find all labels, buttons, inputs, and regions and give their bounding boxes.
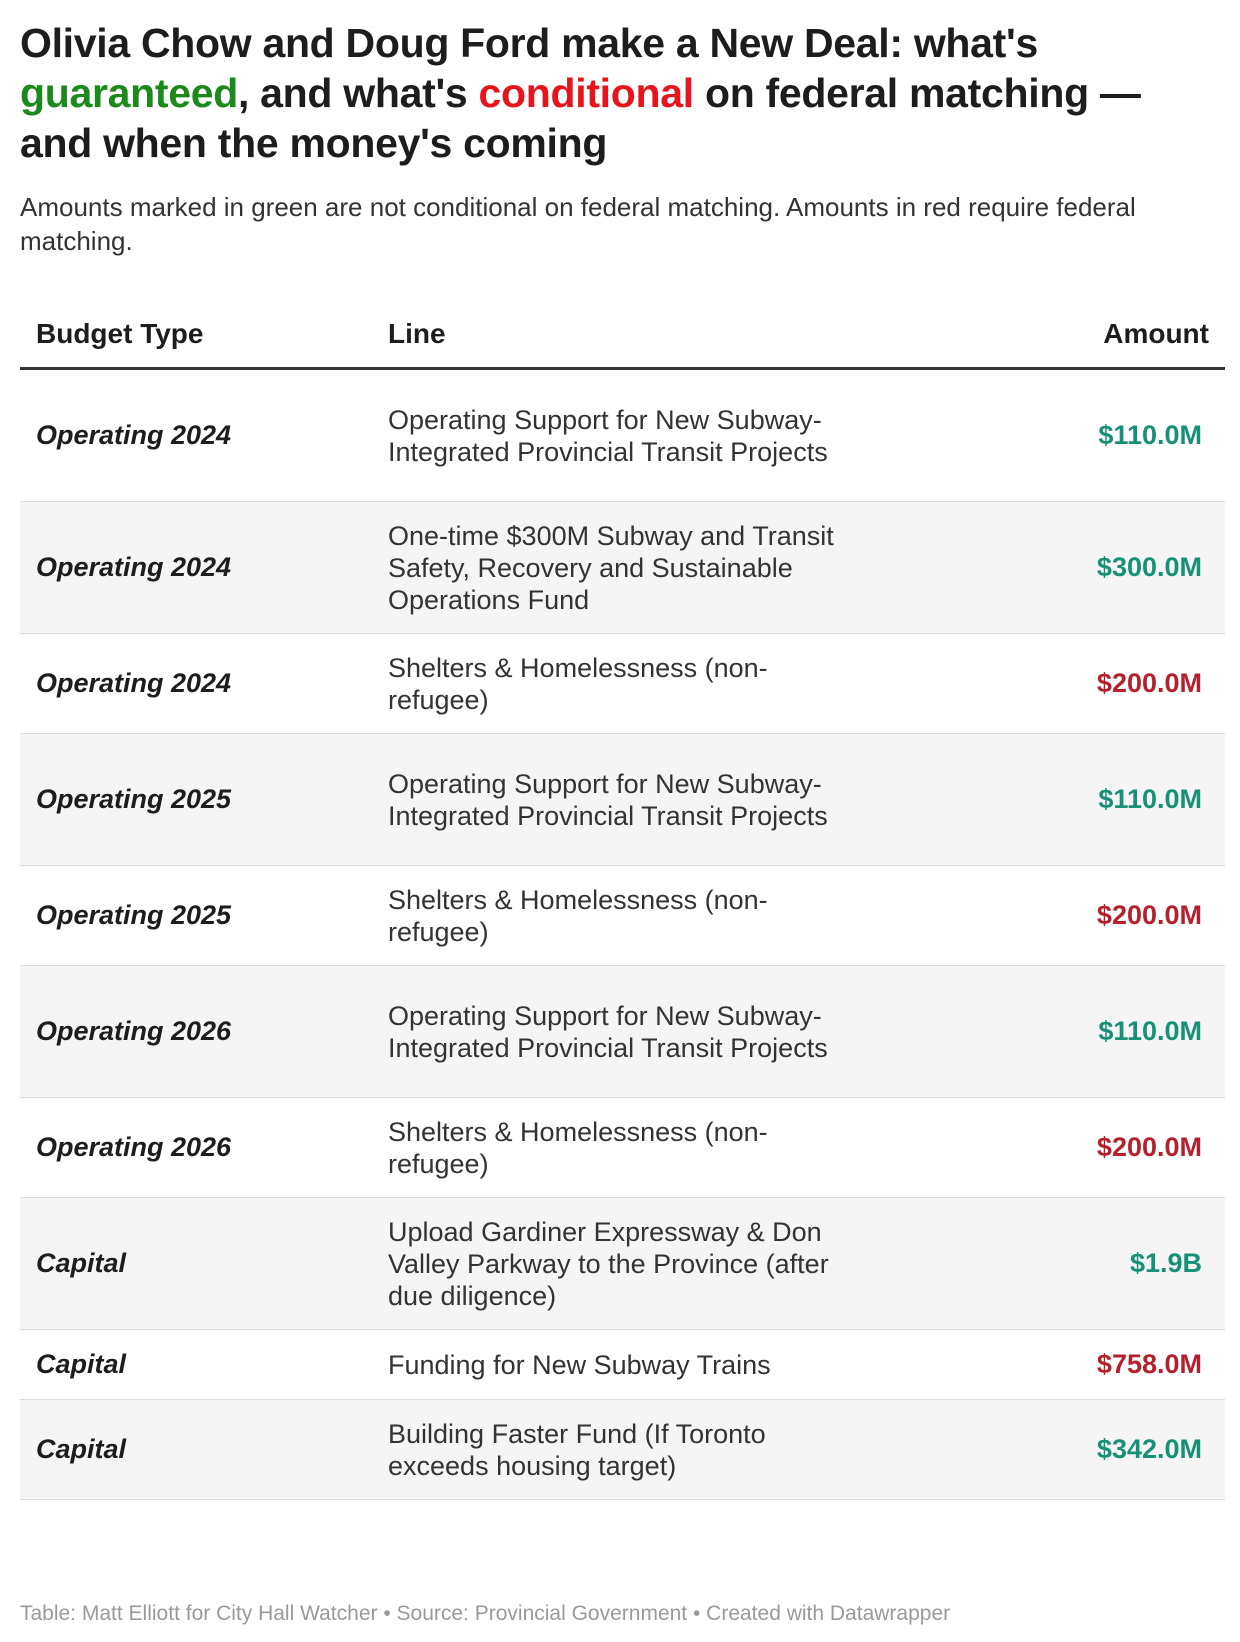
title-part-3: on federal matching — and when the money's coming xyxy=(20,70,1141,166)
table-row xyxy=(20,502,1225,634)
table-row xyxy=(20,966,1225,1098)
table-header xyxy=(20,300,1225,370)
title-part-2: , and what's xyxy=(238,70,479,116)
cell-budget-type: Operating 2025 xyxy=(36,784,232,814)
chart-footer: Table: Matt Elliott for City Hall Watcher • Source: Provincial Government • Created with Datawrapper xyxy=(20,1602,951,1625)
cell-budget-type: Operating 2024 xyxy=(36,668,232,698)
cell-line: Funding for New Subway Trains xyxy=(388,1349,771,1380)
cell-line: Operating Support for New Subway-Integrated Provincial Transit Projects xyxy=(388,768,828,831)
header-amount: Amount xyxy=(1103,317,1209,349)
cell-amount: $1.9B xyxy=(1129,1248,1202,1278)
cell-line: Upload Gardiner Expressway & Don Valley Parkway to the Province (after due diligence) xyxy=(388,1216,829,1311)
table-row xyxy=(20,1198,1225,1330)
cell-budget-type: Operating 2026 xyxy=(36,1132,232,1162)
cell-budget-type: Capital xyxy=(36,1248,127,1278)
cell-budget-type: Operating 2024 xyxy=(36,420,232,450)
cell-amount: $200.0M xyxy=(1096,1132,1202,1162)
cell-line: Shelters & Homelessness (non-refugee) xyxy=(388,884,768,947)
table-body xyxy=(20,370,1225,1500)
cell-amount: $758.0M xyxy=(1096,1349,1202,1379)
cell-budget-type: Operating 2024 xyxy=(36,552,232,582)
cell-amount: $200.0M xyxy=(1096,668,1202,698)
table-row xyxy=(20,370,1225,502)
cell-amount: $300.0M xyxy=(1096,552,1202,582)
table-row xyxy=(20,1098,1225,1198)
cell-amount: $110.0M xyxy=(1098,1016,1202,1046)
table-row xyxy=(20,634,1225,734)
budget-table xyxy=(20,300,1225,1500)
cell-budget-type: Operating 2025 xyxy=(36,900,232,930)
table-row xyxy=(20,1400,1225,1500)
table-row xyxy=(20,734,1225,866)
cell-budget-type: Capital xyxy=(36,1434,127,1464)
cell-amount: $110.0M xyxy=(1098,784,1202,814)
cell-line: Building Faster Fund (If Toronto exceeds housing target) xyxy=(388,1418,766,1481)
header-budget-type: Budget Type xyxy=(36,317,204,349)
cell-line: Operating Support for New Subway-Integrated Provincial Transit Projects xyxy=(388,1000,828,1063)
chart-subtitle: Amounts marked in green are not conditional on federal matching. Amounts in red require federal matching. xyxy=(20,192,1136,256)
cell-budget-type: Operating 2026 xyxy=(36,1016,232,1046)
cell-line: Operating Support for New Subway-Integrated Provincial Transit Projects xyxy=(388,404,828,467)
cell-line: Shelters & Homelessness (non-refugee) xyxy=(388,652,768,715)
table-row xyxy=(20,1330,1225,1400)
table-row xyxy=(20,866,1225,966)
cell-amount: $200.0M xyxy=(1096,900,1202,930)
chart-title xyxy=(20,18,1220,168)
title-part-1: Olivia Chow and Doug Ford make a New Deal: what's xyxy=(20,20,1038,66)
cell-budget-type: Capital xyxy=(36,1349,127,1379)
cell-amount: $342.0M xyxy=(1096,1434,1202,1464)
title-conditional-word: conditional xyxy=(478,70,694,116)
header-line: Line xyxy=(388,317,446,349)
cell-line: One-time $300M Subway and Transit Safety, Recovery and Sustainable Operations Fund xyxy=(388,520,834,615)
cell-amount: $110.0M xyxy=(1098,420,1202,450)
cell-line: Shelters & Homelessness (non-refugee) xyxy=(388,1116,768,1179)
title-guaranteed-word: guaranteed xyxy=(20,70,238,116)
